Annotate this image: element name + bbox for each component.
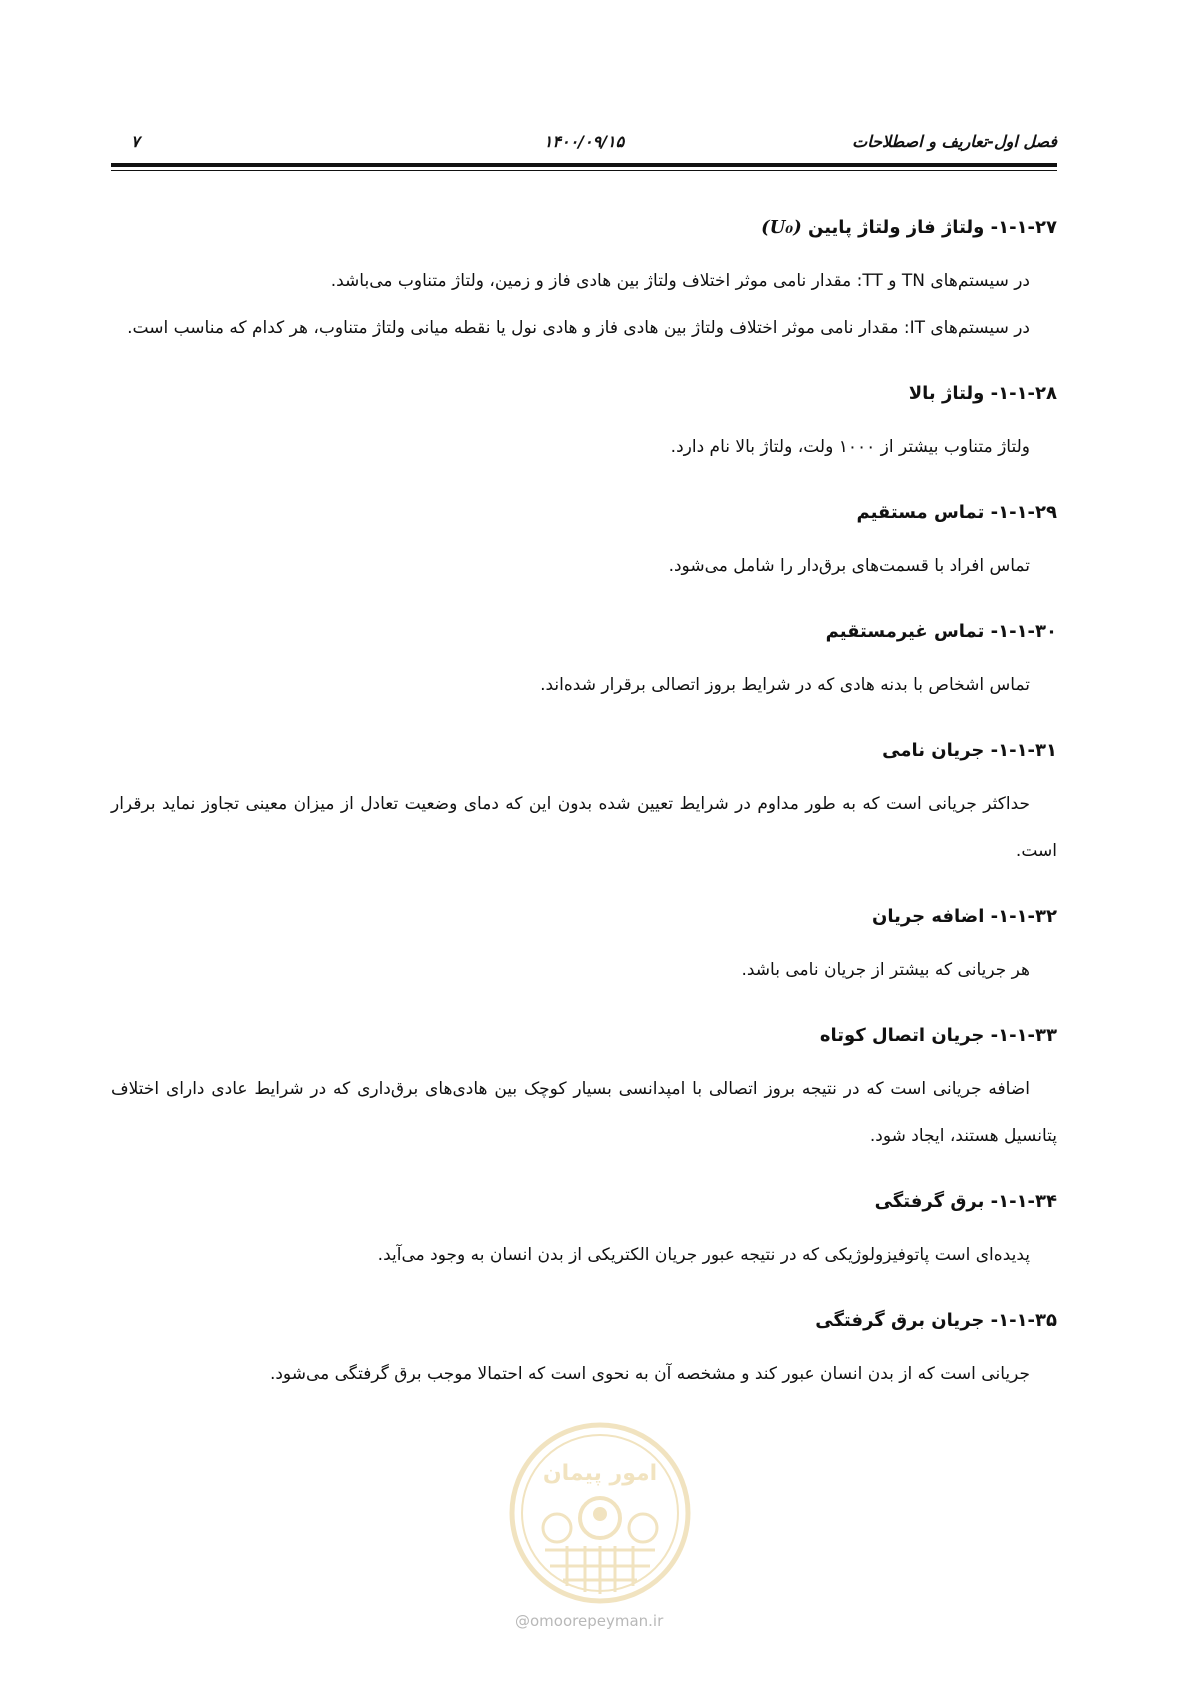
chapter-title: فصل اول-تعاریف و اصطلاحات <box>852 132 1057 151</box>
section-1-1-27 <box>111 212 1057 352</box>
section-heading: ۱-۱-۳۰- تماس غیرمستقیم <box>825 621 1057 642</box>
section-heading: ۱-۱-۲۹- تماس مستقیم <box>856 502 1057 523</box>
section-paragraph: پدیده‌ای است پاتوفیزولوژیکی که در نتیجه عبور جریان الکتریکی از بدن انسان به وجود می‌آید. <box>377 1245 1030 1265</box>
watermark-logo-text: امور پیمان <box>542 1461 658 1486</box>
section-heading: ۱-۱-۳۲- اضافه جریان <box>872 906 1057 927</box>
section-heading <box>111 212 1057 244</box>
header-date: ۱۴۰۰/۰۹/۱۵ <box>543 132 625 151</box>
section-1-1-28 <box>111 378 1057 471</box>
section-paragraph: تماس اشخاص با بدنه هادی که در شرایط بروز اتصالی برقرار شده‌اند. <box>540 675 1030 695</box>
section-paragraph: حداکثر جریانی است که به طور مداوم در شرایط تعیین شده بدون این که دمای وضعیت تعادل از میزان معینی تجاوز نماید برقرار است. <box>111 794 1057 861</box>
section-heading-text: ۱-۱-۲۷- ولتاژ فاز ولتاژ پایین <box>808 217 1057 238</box>
section-1-1-30 <box>111 616 1057 709</box>
section-paragraph: ولتاژ متناوب بیشتر از ۱۰۰۰ ولت، ولتاژ بالا نام دارد. <box>670 437 1030 457</box>
watermark-site-text: @omoorepeyman.ir <box>515 1612 664 1630</box>
symbol-u0: (U₀) <box>761 217 802 238</box>
section-1-1-34 <box>111 1186 1057 1279</box>
section-paragraph: تماس افراد با قسمت‌های برق‌دار را شامل می‌شود. <box>668 556 1030 576</box>
section-1-1-31 <box>111 735 1057 875</box>
section-heading: ۱-۱-۳۱- جریان نامی <box>882 740 1057 761</box>
section-heading: ۱-۱-۳۳- جریان اتصال کوتاه <box>819 1025 1057 1046</box>
section-heading: ۱-۱-۲۸- ولتاژ بالا <box>908 383 1057 404</box>
header-rule-thick <box>111 163 1057 167</box>
section-paragraph: در سیستم‌های TN و TT: مقدار نامی موثر اختلاف ولتاژ بین هادی فاز و زمین، ولتاژ متناوب می‌باشد. <box>330 271 1030 291</box>
section-paragraph: اضافه جریانی است که در نتیجه بروز اتصالی با امپدانسی بسیار کوچک بین هادی‌های برق‌داری که در شرایط عادی دارای اختلاف پتانسیل هستند، ایجاد شود. <box>111 1079 1057 1146</box>
section-paragraph: هر جریانی که بیشتر از جریان نامی باشد. <box>741 960 1030 980</box>
page-header <box>111 128 1057 158</box>
page-number: ۷ <box>131 132 140 151</box>
watermark-logo-icon <box>505 1418 695 1608</box>
section-1-1-35 <box>111 1305 1057 1398</box>
section-heading: ۱-۱-۳۴- برق گرفتگی <box>874 1191 1057 1212</box>
section-1-1-32 <box>111 901 1057 994</box>
section-1-1-29 <box>111 497 1057 590</box>
page-content <box>111 212 1057 1398</box>
header-rule-thin <box>111 170 1057 171</box>
section-paragraph: در سیستم‌های IT: مقدار نامی موثر اختلاف ولتاژ بین هادی فاز و هادی نول یا نقطه میانی ولتاژ متناوب، هر کدام که مناسب است. <box>127 318 1030 338</box>
section-heading: ۱-۱-۳۵- جریان برق گرفتگی <box>815 1310 1057 1331</box>
section-1-1-33 <box>111 1020 1057 1160</box>
section-paragraph: جریانی است که از بدن انسان عبور کند و مشخصه آن به نحوی است که احتمالا موجب برق گرفتگی می‌شود. <box>269 1364 1030 1384</box>
